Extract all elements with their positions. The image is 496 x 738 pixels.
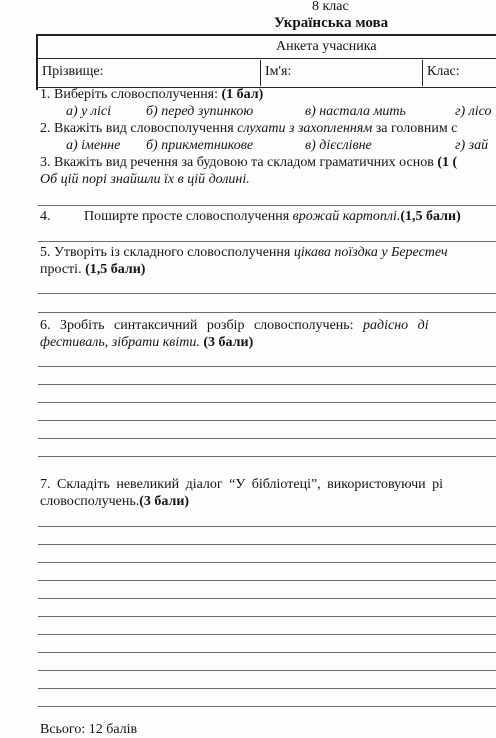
form-title: Анкета учасника: [276, 39, 377, 54]
answer-line[interactable]: [38, 366, 496, 367]
class-label: Клас:: [427, 64, 460, 79]
answer-line[interactable]: [38, 580, 496, 581]
surname-label: Прізвище:: [42, 64, 104, 79]
q1-option-d[interactable]: г) лісо: [455, 104, 492, 119]
answer-line[interactable]: [38, 420, 496, 421]
answer-line[interactable]: [38, 598, 496, 599]
subject-title: Українська мова: [274, 15, 389, 31]
question-3: 3. Вкажіть вид речення за будовою та складом граматичних основ (1 (: [40, 155, 458, 170]
q2-option-b[interactable]: б) прикметникове: [146, 138, 254, 153]
answer-line[interactable]: [38, 526, 496, 527]
answer-line[interactable]: [38, 312, 496, 313]
question-5: 5. Утворіть із складного словосполучення цікава поїздка у Берестеч: [40, 245, 448, 260]
answer-line[interactable]: [38, 652, 496, 653]
q3-sentence: Об цій порі знайшли їх в цій долині.: [40, 172, 250, 187]
question-5-cont: прості. (1,5 бали): [40, 262, 146, 277]
surname-field[interactable]: [38, 60, 261, 86]
name-field[interactable]: [261, 60, 423, 86]
class-field[interactable]: [423, 60, 496, 86]
answer-line[interactable]: [38, 688, 496, 689]
name-label: Ім'я:: [265, 64, 292, 79]
answer-line[interactable]: [38, 544, 496, 545]
q1-option-c[interactable]: в) настала мить: [305, 104, 406, 119]
answer-line[interactable]: [38, 706, 496, 707]
answer-line[interactable]: [38, 293, 496, 294]
q1-option-b[interactable]: б) перед зупинкою: [146, 104, 254, 119]
question-6: 6. Зробіть синтаксичний розбір словосполучень: радісно ді: [40, 318, 429, 333]
answer-line[interactable]: [38, 402, 496, 403]
answer-line[interactable]: [38, 241, 496, 242]
question-6-cont: фестиваль, зібрати квіти. (3 бали): [40, 335, 254, 350]
q2-option-d[interactable]: г) зай: [455, 138, 489, 153]
answer-line[interactable]: [38, 456, 496, 457]
answer-line[interactable]: [38, 205, 496, 206]
answer-line[interactable]: [38, 634, 496, 635]
form-title-row: [38, 36, 496, 59]
answer-line[interactable]: [38, 562, 496, 563]
answer-line[interactable]: [38, 616, 496, 617]
q1-option-a[interactable]: а) у лісі: [66, 104, 111, 119]
grade-label: 8 клас: [312, 0, 349, 14]
q2-option-a[interactable]: а) іменне: [66, 138, 121, 153]
answer-line[interactable]: [38, 438, 496, 439]
question-7-cont: словосполучень.(3 бали): [40, 494, 190, 509]
total-points: Всього: 12 балів: [40, 722, 138, 737]
question-4: 4. Поширте просте словосполучення врожай картоплі.(1,5 бали): [40, 209, 461, 224]
q2-option-c[interactable]: в) дієслівне: [305, 138, 372, 153]
answer-line[interactable]: [38, 384, 496, 385]
question-2: 2. Вкажіть вид словосполучення слухати з захопленням за головним с: [40, 121, 458, 136]
answer-line[interactable]: [38, 670, 496, 671]
question-7: 7. Складіть невеликий діалог “У бібліотеці”, використовуючи рі: [40, 477, 443, 492]
question-1: 1. Виберіть словосполучення: (1 бал): [40, 87, 264, 102]
